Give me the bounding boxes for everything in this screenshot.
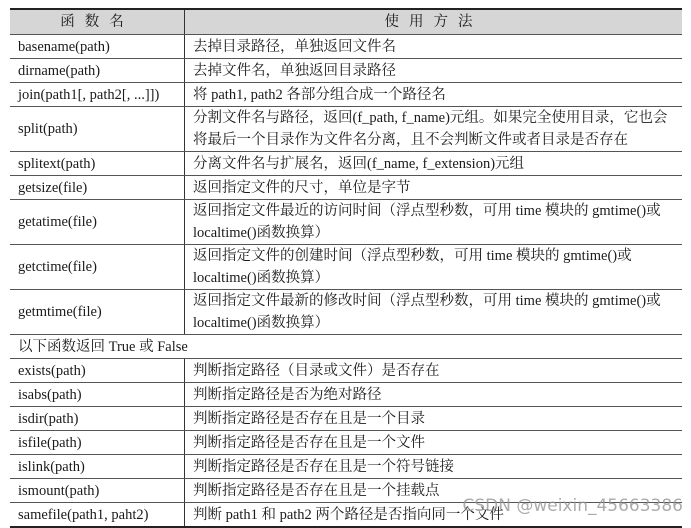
function-desc: 判断 path1 和 path2 两个路径是否指向同一个文件: [185, 503, 683, 528]
function-desc: 返回指定文件最新的修改时间（浮点型秒数，可用 time 模块的 gmtime()或 localtime()函数换算）: [185, 290, 683, 335]
function-desc: 将 path1, path2 各部分组合成一个路径名: [185, 83, 683, 107]
function-desc: 返回指定文件的尺寸，单位是字节: [185, 176, 683, 200]
table-row: [10, 431, 682, 455]
function-name: islink(path): [10, 455, 185, 479]
function-name: samefile(path1, paht2): [10, 503, 185, 528]
table-row: [10, 107, 682, 152]
function-name: splitext(path): [10, 152, 185, 176]
function-desc: 判断指定路径（目录或文件）是否存在: [185, 359, 683, 383]
function-name: ismount(path): [10, 479, 185, 503]
function-name: join(path1[, path2[, ...]]): [10, 83, 185, 107]
function-name: getatime(file): [10, 200, 185, 245]
function-desc: 分离文件名与扩展名，返回(f_name, f_extension)元组: [185, 152, 683, 176]
table-row: [10, 59, 682, 83]
function-name: getmtime(file): [10, 290, 185, 335]
note-text: 以下函数返回 True 或 False: [10, 335, 682, 359]
table-row: [10, 200, 682, 245]
function-desc: 判断指定路径是否存在且是一个目录: [185, 407, 683, 431]
function-name: getctime(file): [10, 245, 185, 290]
function-name: basename(path): [10, 35, 185, 59]
function-desc: 返回指定文件的创建时间（浮点型秒数，可用 time 模块的 gmtime()或 localtime()函数换算）: [185, 245, 683, 290]
header-function-name: 函数名: [10, 9, 185, 35]
table-row: [10, 245, 682, 290]
function-desc: 判断指定路径是否存在且是一个文件: [185, 431, 683, 455]
function-name: isfile(path): [10, 431, 185, 455]
function-name: isdir(path): [10, 407, 185, 431]
watermark: CSDN @weixin_45663386: [462, 496, 683, 516]
table-row: [10, 383, 682, 407]
header-row: [10, 9, 682, 35]
function-desc: 分割文件名与路径，返回(f_path, f_name)元组。如果完全使用目录，它也会将最后一个目录作为文件名分离，且不会判断文件或者目录是否存在: [185, 107, 683, 152]
table-row: [10, 455, 682, 479]
function-name: isabs(path): [10, 383, 185, 407]
note-row: [10, 335, 682, 359]
table-row: [10, 407, 682, 431]
function-desc: 判断指定路径是否存在且是一个挂载点: [185, 479, 683, 503]
function-desc: 判断指定路径是否存在且是一个符号链接: [185, 455, 683, 479]
function-desc: 判断指定路径是否为绝对路径: [185, 383, 683, 407]
function-name: split(path): [10, 107, 185, 152]
table-row: [10, 35, 682, 59]
header-usage: 使用方法: [185, 9, 683, 35]
function-desc: 去掉文件名，单独返回目录路径: [185, 59, 683, 83]
os-path-functions-table: [10, 8, 682, 528]
function-name: dirname(path): [10, 59, 185, 83]
table-row: [10, 83, 682, 107]
function-name: exists(path): [10, 359, 185, 383]
function-desc: 返回指定文件最近的访问时间（浮点型秒数，可用 time 模块的 gmtime()或 localtime()函数换算）: [185, 200, 683, 245]
function-name: getsize(file): [10, 176, 185, 200]
table-row: [10, 359, 682, 383]
function-desc: 去掉目录路径，单独返回文件名: [185, 35, 683, 59]
table-row: [10, 152, 682, 176]
table-row: [10, 176, 682, 200]
table-row: [10, 290, 682, 335]
